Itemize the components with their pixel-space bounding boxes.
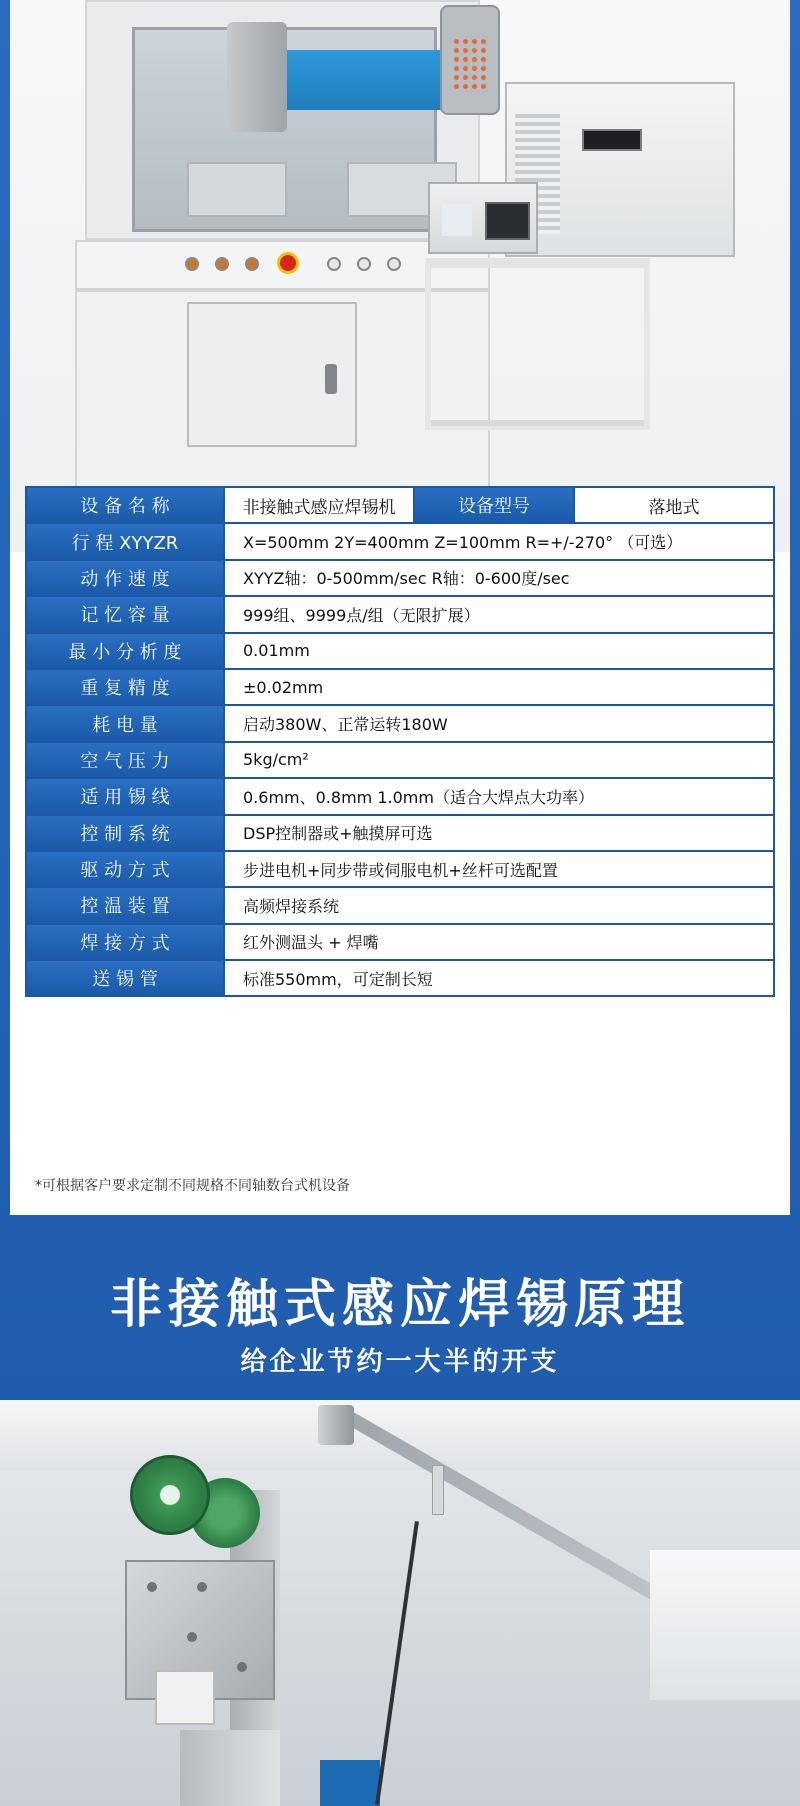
panel-button xyxy=(357,257,371,271)
spec-value: XYYZ轴：0-500mm/sec R轴：0-600度/sec xyxy=(224,560,774,596)
spec-row xyxy=(26,523,774,559)
equipment-stand xyxy=(425,258,650,430)
spec-value: 999组、9999点/组（无限扩展） xyxy=(224,596,774,632)
soldering-machine xyxy=(75,0,490,510)
machine-photo xyxy=(10,0,790,552)
spec-value: X=500mm 2Y=400mm Z=100mm R=+/-270° （可选） xyxy=(224,523,774,559)
screw-hole xyxy=(187,1632,197,1642)
spec-value: 红外测温头 + 焊嘴 xyxy=(224,924,774,960)
feeder-guide xyxy=(155,1670,215,1725)
spec-label: 控 温 装 置 xyxy=(26,887,224,923)
spec-label: 记 忆 容 量 xyxy=(26,596,224,632)
spec-row xyxy=(26,560,774,596)
spec-table xyxy=(25,486,775,997)
door-latch xyxy=(325,364,337,394)
solder-head xyxy=(227,22,287,132)
ceiling xyxy=(0,1400,800,1470)
spec-value: 0.01mm xyxy=(224,633,774,669)
spec-row xyxy=(26,633,774,669)
spec-row xyxy=(26,778,774,814)
brand-logo xyxy=(320,1760,380,1806)
machine-frame xyxy=(85,0,480,240)
spec-label: 动 作 速 度 xyxy=(26,560,224,596)
spec-value: ±0.02mm xyxy=(224,669,774,705)
chiller-display xyxy=(582,129,642,151)
spec-row xyxy=(26,815,774,851)
spec-row xyxy=(26,924,774,960)
touch-screen xyxy=(485,202,530,240)
spec-value: 非接触式感应焊锡机 xyxy=(224,487,414,523)
spec-row xyxy=(26,705,774,741)
window xyxy=(650,1550,800,1700)
panel-button xyxy=(327,257,341,271)
panel-button xyxy=(387,257,401,271)
brand-logo xyxy=(442,204,472,236)
spec-value: 落地式 xyxy=(574,487,774,523)
spec-value: 步进电机+同步带或伺服电机+丝杆可选配置 xyxy=(224,851,774,887)
sensor-holder xyxy=(432,1465,444,1515)
spec-row xyxy=(26,851,774,887)
spec-label: 驱 动 方 式 xyxy=(26,851,224,887)
spec-row xyxy=(26,487,774,523)
panel-button xyxy=(185,257,199,271)
spec-label: 设 备 名 称 xyxy=(26,487,224,523)
spec-label: 空 气 压 力 xyxy=(26,742,224,778)
spec-label: 设备型号 xyxy=(414,487,574,523)
spec-label: 送 锡 管 xyxy=(26,960,224,996)
spec-row xyxy=(26,596,774,632)
chiller-unit xyxy=(505,82,735,257)
panel-button xyxy=(245,257,259,271)
spec-label: 重 复 精 度 xyxy=(26,669,224,705)
spec-row xyxy=(26,669,774,705)
spec-label: 最 小 分 析 度 xyxy=(26,633,224,669)
panel-button xyxy=(215,257,229,271)
work-plate-left xyxy=(187,162,287,217)
spec-label: 适 用 锡 线 xyxy=(26,778,224,814)
spec-row xyxy=(26,887,774,923)
custom-note: *可根据客户要求定制不同规格不同轴数台式机设备 xyxy=(35,1178,350,1194)
spec-value: 5kg/cm² xyxy=(224,742,774,778)
cabinet-door xyxy=(187,302,357,447)
spec-label: 耗 电 量 xyxy=(26,705,224,741)
spec-label: 行 程 XYYZR xyxy=(26,523,224,559)
spec-row xyxy=(26,742,774,778)
teach-pendant xyxy=(440,5,500,115)
section-title: 非接触式感应焊锡原理 xyxy=(109,1275,690,1335)
spec-value: 高频焊接系统 xyxy=(224,887,774,923)
induction-controller xyxy=(428,182,538,254)
solder-wire-reel xyxy=(130,1455,210,1535)
spec-label: 控 制 系 统 xyxy=(26,815,224,851)
spec-value: 0.6mm、0.8mm 1.0mm（适合大焊点大功率） xyxy=(224,778,774,814)
screw-hole xyxy=(237,1662,247,1672)
principle-photo xyxy=(0,1400,800,1806)
screw-hole xyxy=(197,1582,207,1592)
spec-value: 启动380W、正常运转180W xyxy=(224,705,774,741)
screw-hole xyxy=(147,1582,157,1592)
section-subtitle: 给企业节约一大半的开支 xyxy=(240,1347,560,1377)
air-nozzle xyxy=(318,1405,354,1445)
spec-value: 标准550mm，可定制长短 xyxy=(224,960,774,996)
support-column xyxy=(180,1730,280,1806)
emergency-stop-button xyxy=(277,252,299,274)
cable xyxy=(375,1521,419,1805)
spec-value: DSP控制器或+触摸屏可选 xyxy=(224,815,774,851)
spec-label: 焊 接 方 式 xyxy=(26,924,224,960)
spec-row xyxy=(26,960,774,996)
